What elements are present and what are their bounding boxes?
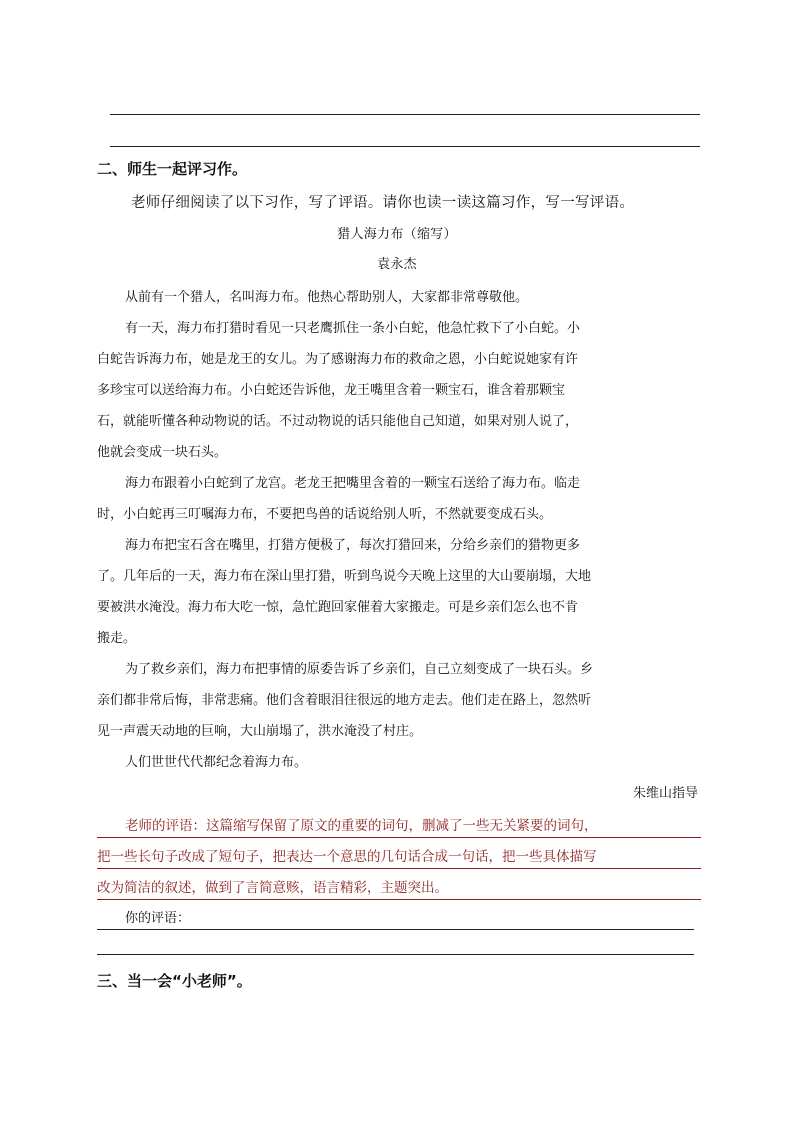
- answer-line-1: [110, 114, 700, 115]
- essay-line: 了。几年后的一天，海力布在深山里打猎，听到鸟说今天晚上这里的大山要崩塌，大地: [97, 569, 592, 584]
- teacher-comment-line: 改为简洁的叙述，做到了言简意赅，语言精彩，主题突出。: [97, 876, 701, 900]
- essay-line: 见一声震天动地的巨响，大山崩塌了，洪水淹没了村庄。: [97, 724, 423, 739]
- essay-line: 搬走。: [97, 631, 137, 646]
- your-comment-line[interactable]: [97, 954, 694, 955]
- section-2-instruction: 老师仔细阅读了以下习作，写了评语。请你也读一读这篇习作，写一写评语。: [131, 195, 635, 211]
- essay-line: 有一天，海力布打猎时看见一只老鹰抓住一条小白蛇，他急忙救下了小白蛇。小: [125, 321, 581, 336]
- essay-line: 时，小白蛇再三叮嘱海力布，不要把鸟兽的话说给别人听，不然就要变成石头。: [97, 507, 553, 522]
- essay-title: 猎人海力布（缩写）: [337, 227, 457, 242]
- essay-line: 白蛇告诉海力布，她是龙王的女儿。为了感谢海力布的救命之恩，小白蛇说她家有许: [97, 352, 579, 367]
- essay-line: 海力布把宝石含在嘴里，打猎方便极了，每次打猎回来，分给乡亲们的猎物更多: [125, 538, 581, 553]
- essay-line: 要被洪水淹没。海力布大吃一惊，急忙跑回家催着大家搬走。可是乡亲们怎么也不肯: [97, 600, 579, 615]
- answer-line-2: [110, 146, 700, 147]
- essay-line: 亲们都非常后悔，非常悲痛。他们含着眼泪往很远的地方走去。他们走在路上，忽然听: [97, 693, 592, 708]
- essay-signer: 朱维山指导: [632, 786, 698, 801]
- your-comment-label: 你的评语：: [125, 911, 191, 926]
- essay-line: 为了救乡亲们，海力布把事情的原委告诉了乡亲们，自己立刻变成了一块石头。乡: [125, 662, 594, 677]
- your-comment-field[interactable]: [97, 907, 694, 930]
- section-2-heading: 二、师生一起评习作。: [97, 160, 248, 178]
- essay-line: 人们世世代代都纪念着海力布。: [125, 755, 308, 770]
- section-3-heading: 三、当一会“小老师”。: [97, 972, 252, 990]
- essay-author: 袁永杰: [377, 257, 417, 272]
- essay-line: 海力布跟着小白蛇到了龙宫。老龙王把嘴里含着的一颗宝石送给了海力布。临走: [125, 476, 581, 491]
- essay-line: 多珍宝可以送给海力布。小白蛇还告诉他，龙王嘴里含着一颗宝石，谁含着那颗宝: [97, 383, 566, 398]
- essay-line: 石，就能听懂各种动物说的话。不过动物说的话只能他自己知道，如果对别人说了，: [97, 414, 579, 429]
- essay-line: 从前有一个猎人，名叫海力布。他热心帮助别人，大家都非常尊敬他。: [125, 290, 529, 305]
- teacher-comment-line: 把一些长句子改成了短句子，把表达一个意思的几句话合成一句话，把一些具体描写: [97, 845, 701, 869]
- essay-line: 他就会变成一块石头。: [97, 445, 228, 460]
- teacher-comment-line: 老师的评语：这篇缩写保留了原文的重要的词句，删减了一些无关紧要的词句，: [97, 814, 701, 838]
